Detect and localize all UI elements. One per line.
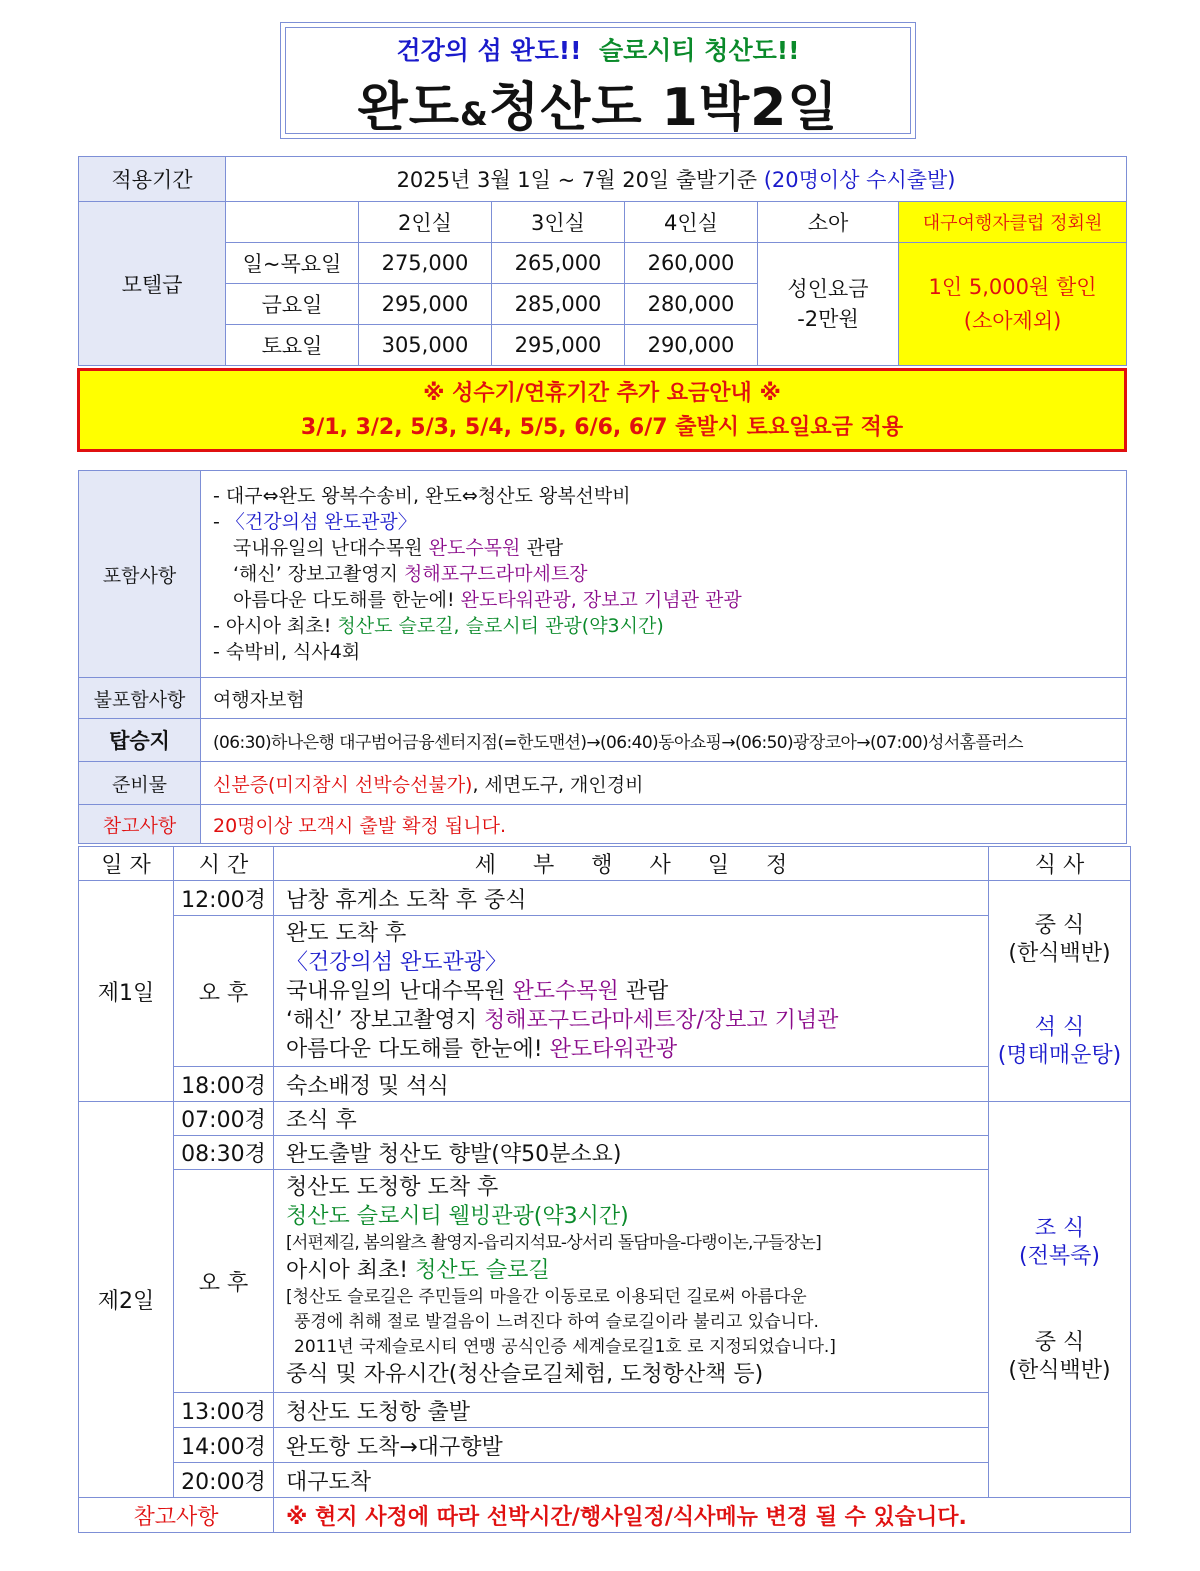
main-title-a: 완도 — [357, 78, 460, 138]
child-price — [758, 243, 899, 366]
highlight: 청해포구드라마세트장/장보고 기념관 — [484, 1007, 839, 1033]
header-meal: 식 사 — [989, 847, 1131, 881]
text: 아름다운 다도해를 한눈에! — [233, 589, 461, 611]
text: 국내유일의 난대수목원 — [233, 537, 429, 559]
meal-name: 조 식 — [1034, 1215, 1085, 1241]
schedule-item: 남창 휴게소 도착 후 중식 — [274, 881, 989, 916]
included-item — [213, 613, 1126, 639]
spacer — [989, 1271, 1130, 1329]
text: 국내유일의 난대수목원 — [286, 978, 513, 1004]
period-cell — [226, 157, 1127, 202]
line: 청산도 도청항 도착 후 — [286, 1175, 499, 1200]
day-sun-thu: 일~목요일 — [226, 243, 359, 284]
day2-meals — [989, 1102, 1131, 1498]
note-label: 참고사항 — [79, 805, 201, 844]
meal-menu: (전복죽) — [1019, 1243, 1100, 1269]
note-value: 20명이상 모객시 출발 확정 됩니다. — [201, 805, 1127, 844]
footer-note-label: 참고사항 — [79, 1498, 274, 1533]
prepare-rest: , 세면도구, 개인경비 — [472, 773, 644, 796]
highlight: 청산도 슬로길 — [415, 1258, 550, 1283]
line: 2011년 국제슬로시티 연맹 공식인증 세계슬로길1호 로 지정되었습니다.] — [294, 1337, 836, 1357]
included-item — [213, 561, 1126, 587]
line: [서편제길, 봄의왈츠 촬영지-읍리지석묘-상서리 돌담마을-다랭이논,구들장논] — [286, 1233, 821, 1253]
line: 중식 및 자유시간(청산슬로길체험, 도청항산책 등) — [286, 1362, 764, 1387]
meal-menu: (한식백반) — [1008, 1357, 1111, 1383]
schedule-table — [78, 846, 1131, 1533]
highlight: 완도타워관광 — [549, 1036, 678, 1062]
line: [청산도 슬로길은 주민들의 마을간 이동로로 이용되던 길로써 아름다운 — [286, 1287, 807, 1307]
member-discount-line2: (소아제외) — [963, 309, 1062, 333]
spacer — [989, 968, 1130, 1014]
main-title-amp: & — [459, 95, 489, 133]
price-table — [78, 156, 1127, 366]
meal-name: 중 식 — [1034, 1329, 1085, 1355]
header-day: 일 자 — [79, 847, 174, 881]
member-discount-line1: 1인 5,000원 할인 — [928, 275, 1097, 299]
price-cell: 285,000 — [492, 284, 625, 325]
included-item — [213, 587, 1126, 613]
text: 관람 — [618, 978, 669, 1004]
notice-line1: ※ 성수기/연휴기간 추가 요금안내 ※ — [423, 381, 781, 406]
text: - 아시아 최초! — [213, 615, 338, 637]
day-sat: 토요일 — [226, 325, 359, 366]
time-cell: 오 후 — [174, 1170, 274, 1393]
subtitle — [281, 31, 915, 67]
included-list — [201, 471, 1127, 678]
day1-meals — [989, 881, 1131, 1102]
prepare-value — [201, 762, 1127, 805]
highlight: 청해포구드라마세트장 — [404, 563, 588, 585]
line — [286, 977, 988, 1006]
time-cell: 오 후 — [174, 916, 274, 1067]
line — [286, 1006, 988, 1035]
child-price-line2: -2만원 — [797, 307, 859, 331]
schedule-item: 완도항 도착→대구향발 — [274, 1428, 989, 1463]
line: 완도 도착 후 — [286, 920, 407, 946]
time-cell: 12:00경 — [174, 881, 274, 916]
col-child: 소아 — [758, 202, 899, 243]
meal-menu: (한식백반) — [1008, 941, 1111, 966]
header-time: 시 간 — [174, 847, 274, 881]
room-grade-label: 모텔급 — [79, 202, 226, 366]
included-item — [213, 509, 1126, 535]
text: 아름다운 다도해를 한눈에! — [286, 1036, 550, 1062]
member-discount — [899, 243, 1127, 366]
schedule-item: 숙소배정 및 석식 — [274, 1067, 989, 1102]
text: 아시아 최초! — [286, 1258, 416, 1283]
time-cell: 07:00경 — [174, 1102, 274, 1136]
price-cell: 280,000 — [625, 284, 758, 325]
meal-name: 석 식 — [1034, 1015, 1085, 1040]
day-fri: 금요일 — [226, 284, 359, 325]
price-cell: 275,000 — [359, 243, 492, 284]
included-label: 포함사항 — [79, 471, 201, 678]
highlight: 완도타워관광, 장보고 기념관 관광 — [460, 589, 742, 611]
time-cell: 18:00경 — [174, 1067, 274, 1102]
child-price-line1: 성인요금 — [787, 277, 869, 301]
dash: - — [213, 511, 226, 533]
subtitle-wando: 건강의 섬 완도!! — [396, 36, 582, 65]
title-box — [280, 22, 916, 139]
subtitle-cheongsando: 슬로시티 청산도!! — [598, 36, 800, 65]
schedule-item — [274, 1170, 989, 1393]
text: ‘해신’ 장보고촬영지 — [286, 1007, 484, 1033]
info-table — [78, 470, 1127, 844]
schedule-item — [274, 916, 989, 1067]
price-cell: 295,000 — [492, 325, 625, 366]
highlight: 완도수목원 — [512, 978, 619, 1004]
time-cell: 13:00경 — [174, 1393, 274, 1428]
time-cell: 08:30경 — [174, 1136, 274, 1170]
included-item: - 대구⇔완도 왕복수송비, 완도⇔청산도 왕복선박비 — [213, 485, 631, 507]
price-cell: 265,000 — [492, 243, 625, 284]
id-card-required: 신분증(미지참시 선박승선불가) — [213, 773, 473, 796]
price-cell: 290,000 — [625, 325, 758, 366]
price-cell: 295,000 — [359, 284, 492, 325]
schedule-item: 조식 후 — [274, 1102, 989, 1136]
boarding-label: 탑승지 — [79, 719, 201, 762]
day2-label: 제2일 — [79, 1102, 174, 1498]
col-4person: 4인실 — [625, 202, 758, 243]
highlight: 청산도 슬로길, 슬로시티 관광(약3시간) — [337, 615, 664, 637]
schedule-item: 완도출발 청산도 향발(약50분소요) — [274, 1136, 989, 1170]
wando-tour-title: 〈건강의섬 완도관광〉 — [225, 511, 417, 533]
time-cell: 20:00경 — [174, 1463, 274, 1498]
line — [286, 1256, 988, 1285]
boarding-value: (06:30)하나은행 대구범어금융센터지점(=한도맨션)→(06:40)동아쇼핑→(06:50)광장코아→(07:00)성서홈플러스 — [201, 719, 1127, 762]
text: ‘해신’ 장보고촬영지 — [233, 563, 404, 585]
included-item — [213, 535, 1126, 561]
footer-note-text: ※ 현지 사정에 따라 선박시간/행사일정/식사메뉴 변경 될 수 있습니다. — [274, 1498, 1131, 1533]
meal-menu: (명태매운탕) — [997, 1043, 1122, 1068]
notice-line2: 3/1, 3/2, 5/3, 5/4, 5/5, 6/6, 6/7 출발시 토요일요금 적용 — [300, 415, 904, 440]
col-2person: 2인실 — [359, 202, 492, 243]
line: 〈건강의섬 완도관광〉 — [286, 949, 508, 975]
included-item: - 숙박비, 식사4회 — [213, 641, 361, 663]
highlight: 완도수목원 — [428, 537, 521, 559]
excluded-value: 여행자보험 — [201, 678, 1127, 719]
col-member: 대구여행자클럽 정회원 — [899, 202, 1127, 243]
line: 청산도 슬로시티 웰빙관광(약3시간) — [286, 1204, 629, 1229]
line: 풍경에 취해 절로 발걸음이 느려진다 하여 슬로길이라 불리고 있습니다. — [294, 1312, 819, 1332]
main-title — [281, 65, 915, 140]
peak-season-notice — [77, 368, 1127, 452]
line — [286, 1035, 988, 1064]
main-title-b: 청산도 1박2일 — [488, 78, 839, 138]
header-detail: 세 부 행 사 일 정 — [274, 847, 989, 881]
excluded-label: 불포함사항 — [79, 678, 201, 719]
meal-name: 중 식 — [1034, 913, 1085, 938]
corner-cell — [226, 202, 359, 243]
price-cell: 260,000 — [625, 243, 758, 284]
price-cell: 305,000 — [359, 325, 492, 366]
col-3person: 3인실 — [492, 202, 625, 243]
period-text: 2025년 3월 1일 ~ 7월 20일 출발기준 — [396, 168, 758, 192]
period-label: 적용기간 — [79, 157, 226, 202]
day1-label: 제1일 — [79, 881, 174, 1102]
prepare-label: 준비물 — [79, 762, 201, 805]
schedule-item: 대구도착 — [274, 1463, 989, 1498]
text: 관람 — [520, 537, 564, 559]
period-note: (20명이상 수시출발) — [763, 168, 956, 192]
schedule-item: 청산도 도청항 출발 — [274, 1393, 989, 1428]
time-cell: 14:00경 — [174, 1428, 274, 1463]
